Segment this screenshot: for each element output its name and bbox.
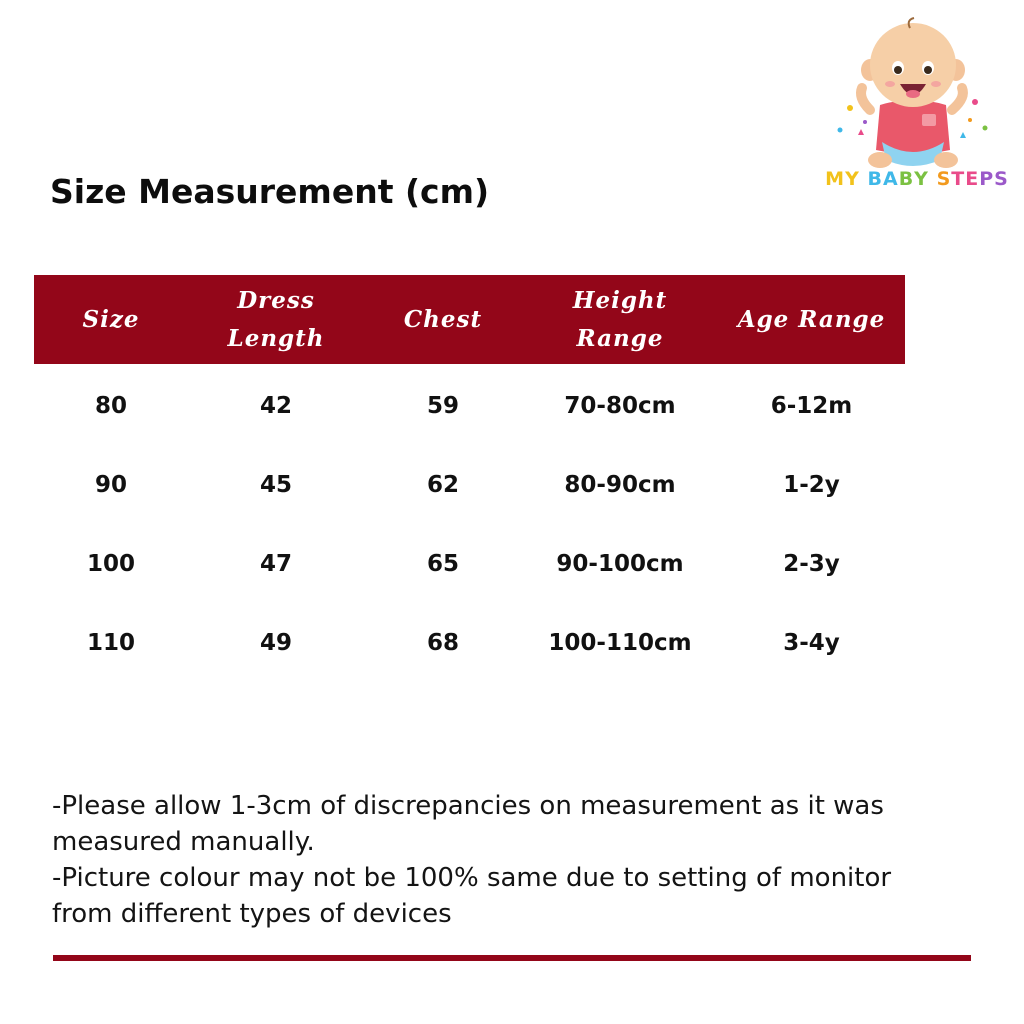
brand-letter: Y [914, 168, 929, 190]
brand-letter [929, 168, 937, 190]
table-row [34, 366, 905, 445]
table-cell: 2-3y [783, 550, 840, 577]
column-header [522, 282, 718, 358]
table-cell: 49 [259, 629, 292, 656]
table-cell: 90 [94, 471, 127, 498]
brand-letter: A [882, 168, 899, 190]
column-header [34, 301, 188, 339]
table-row [34, 524, 905, 603]
table-cell: 100 [86, 550, 135, 577]
table-cell: 80-90cm [564, 471, 676, 498]
brand-logo-text [824, 168, 1010, 190]
table-row [34, 603, 905, 682]
table-cell: 80 [94, 392, 127, 419]
column-header [188, 282, 364, 358]
table-cell: 90-100cm [556, 550, 684, 577]
table-row [34, 445, 905, 524]
column-header-line: Age Range [737, 305, 886, 333]
brand-letter: B [867, 168, 883, 190]
brand-letter: B [898, 168, 915, 190]
table-cell: 110 [86, 629, 135, 656]
table-cell: 42 [259, 392, 292, 419]
table-cell: 59 [426, 392, 459, 419]
table-cell: 47 [259, 550, 292, 577]
note-allowance: -Please allow 1-3cm of discrepancies on measurement as it was measured manually. [52, 791, 884, 857]
table-cell: 100-110cm [548, 629, 692, 656]
column-header-line: Dress [237, 286, 315, 314]
brand-letter: P [979, 168, 995, 190]
table-cell: 45 [259, 471, 292, 498]
brand-letter: T [951, 168, 966, 190]
table-cell: 3-4y [783, 629, 840, 656]
brand-letter: Y [845, 168, 860, 190]
brand-letter: M [825, 168, 846, 190]
table-header [34, 275, 905, 364]
brand-letter: S [994, 168, 1009, 190]
divider [53, 955, 971, 961]
column-header [364, 301, 522, 339]
table-cell: 62 [426, 471, 459, 498]
table-cell: 68 [426, 629, 459, 656]
brand-letter: E [965, 168, 980, 190]
column-header-line: Chest [403, 305, 483, 333]
brand-letter [860, 168, 868, 190]
brand-letter: S [936, 168, 952, 190]
table-cell: 70-80cm [564, 392, 676, 419]
table-cell: 65 [426, 550, 459, 577]
table-cell: 6-12m [770, 392, 853, 419]
note-colour: -Picture colour may not be 100% same due to setting of monitor from different types of devices [52, 863, 892, 929]
column-header-line: Range [576, 324, 664, 352]
size-table [34, 275, 905, 682]
notes [52, 788, 932, 932]
table-body [34, 366, 905, 682]
column-header-line: Height [572, 286, 668, 314]
column-header [718, 301, 905, 339]
page-title: Size Measurement (cm) [50, 172, 490, 211]
table-cell: 1-2y [783, 471, 840, 498]
column-header-line: Size [82, 305, 140, 333]
column-header-line: Length [227, 324, 325, 352]
